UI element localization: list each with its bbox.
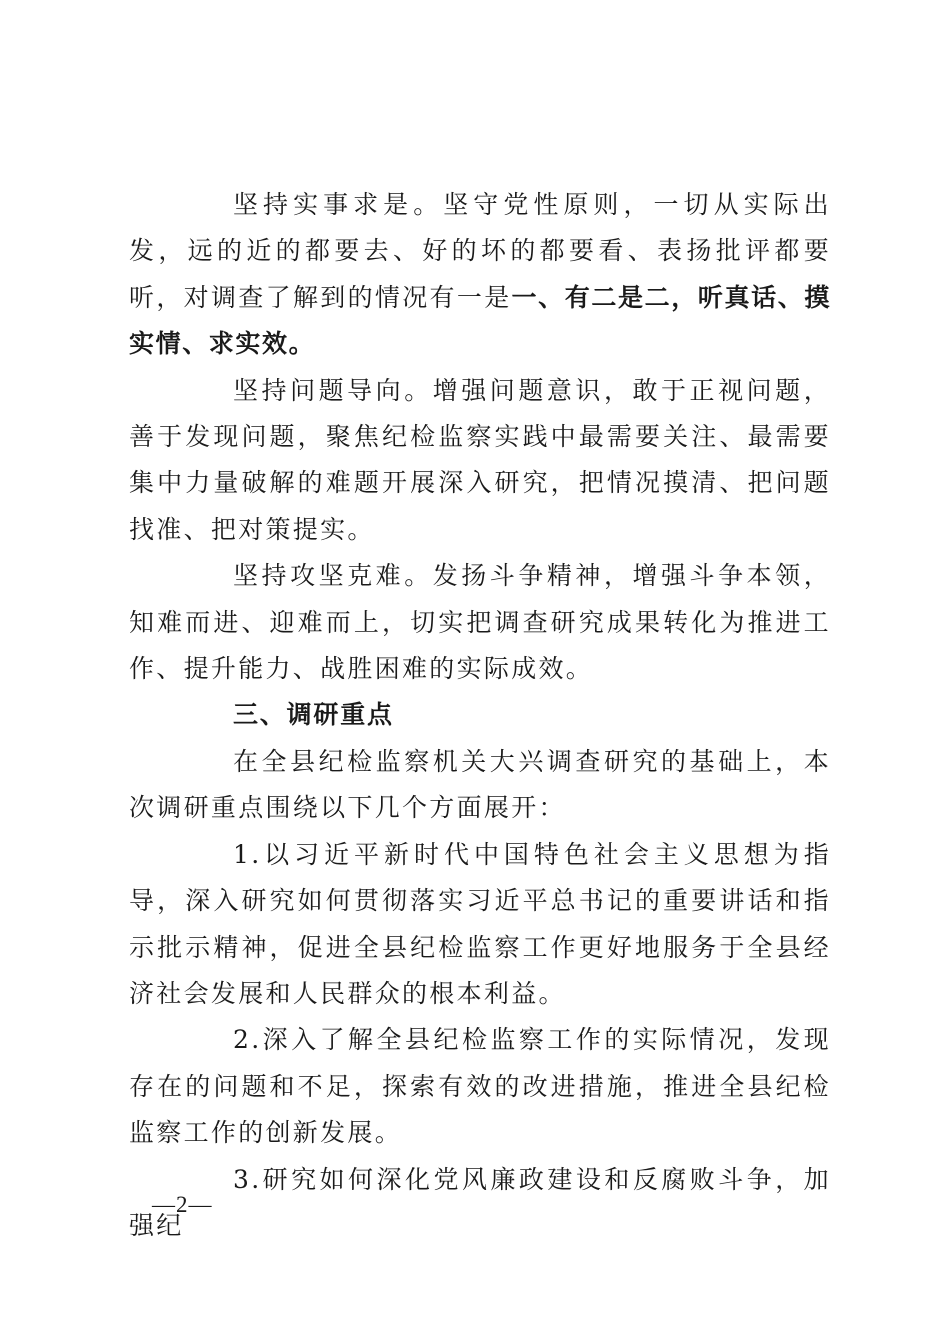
paragraph-text: 1.以习近平新时代中国特色社会主义思想为指导，深入研究如何贯彻落实习近平总书记的重要讲话和指示批示精神，促进全县纪检监察工作更好地服务于全县经济社会发展和人民群众的根本利益。	[129, 839, 831, 1008]
paragraph-text: 2.深入了解全县纪检监察工作的实际情况，发现存在的问题和不足，探索有效的改进措施，推进全县纪检监察工作的创新发展。	[129, 1025, 831, 1148]
paragraph-tackle-difficulties	[129, 553, 831, 692]
paragraph-bold-text: 一、有二是二，听真话、摸实情、求实效。	[129, 282, 832, 359]
paragraph-problem-oriented	[129, 368, 831, 554]
paragraph-seek-truth	[129, 182, 831, 368]
list-item-3	[129, 1157, 831, 1250]
list-item-2	[129, 1017, 831, 1156]
paragraph-text: 坚持实事求是。坚守党性原则，一切从实际出发，远的近的都要去、好的坏的都要看、表扬批评都要听，对调查了解到的情况有一是	[129, 190, 831, 312]
paragraph-text: 坚持攻坚克难。发扬斗争精神，增强斗争本领，知难而进、迎难而上，切实把调查研究成果转化为推进工作、提升能力、战胜困难的实际成效。	[129, 561, 831, 684]
section-heading: 三、调研重点	[233, 700, 394, 730]
paragraph-text: 3.研究如何深化党风廉政建设和反腐败斗争，加强纪	[129, 1164, 831, 1240]
list-item-1	[129, 832, 831, 1018]
page-number: —2—	[152, 1192, 213, 1217]
document-body	[129, 182, 831, 1249]
paragraph-research-focus-intro	[129, 739, 831, 832]
paragraph-text: 在全县纪检监察机关大兴调查研究的基础上，本次调研重点围绕以下几个方面展开：	[129, 746, 831, 823]
paragraph-text: 坚持问题导向。增强问题意识，敢于正视问题，善于发现问题，聚焦纪检监察实践中最需要关注、最需要集中力量破解的难题开展深入研究，把情况摸清、把问题找准、把对策提实。	[129, 375, 831, 544]
